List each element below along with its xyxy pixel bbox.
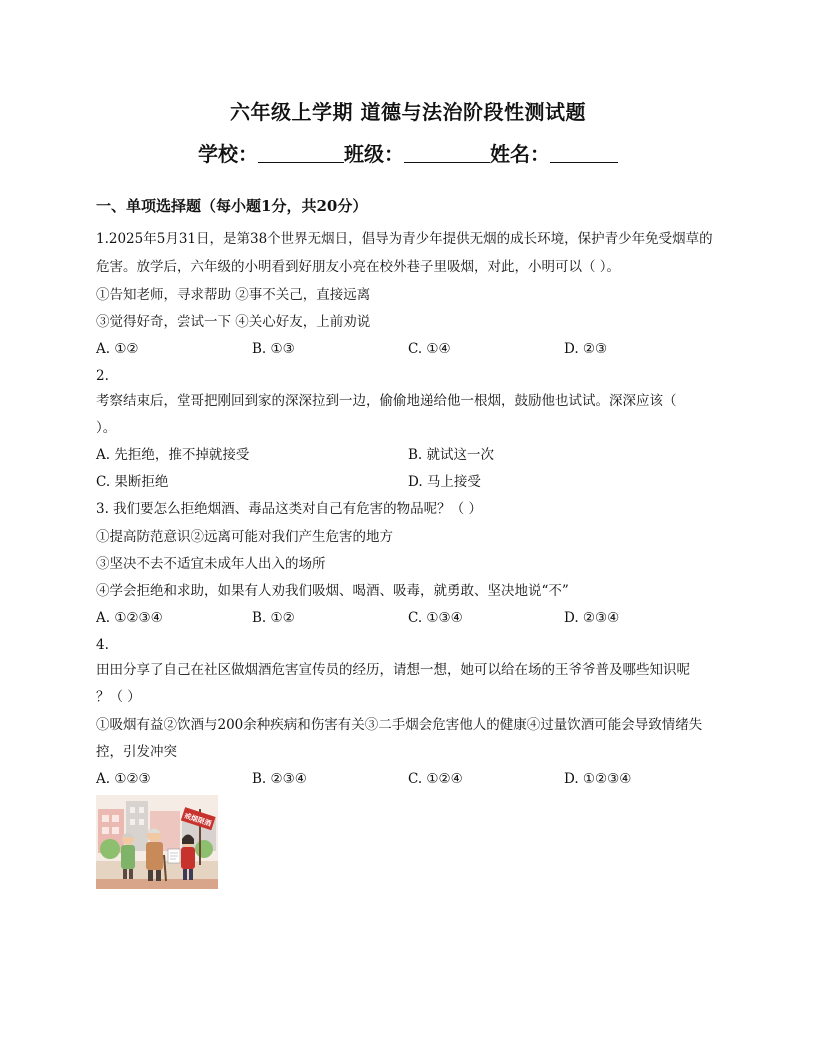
- q4-item-line1: ①吸烟有益②饮酒与200余种疾病和伤害有关③二手烟会危害他人的健康④过量饮酒可能会导致情绪失: [96, 717, 703, 733]
- q4-stem-line2: ？（ ）: [96, 689, 141, 705]
- q1-option-a[interactable]: A. ①②: [96, 341, 139, 357]
- q2-options-row2: [96, 473, 720, 491]
- q4-number: 4.: [96, 637, 109, 653]
- q3-option-d[interactable]: D. ②③④: [564, 610, 620, 626]
- class-blank[interactable]: [404, 144, 490, 163]
- q3-item-line2: ③坚决不去不适宜未成年人出入的场所: [96, 556, 326, 572]
- q2-option-b[interactable]: B. 就试这一次: [408, 447, 495, 463]
- q1-stem-line1: 1.2025年5月31日，是第38个世界无烟日，倡导为青少年提供无烟的成长环境，保护青少年免受烟草的: [96, 231, 713, 247]
- q4-options: [96, 770, 720, 788]
- q1-item-line2: ③觉得好奇，尝试一下 ④关心好友，上前劝说: [96, 314, 371, 330]
- q2-number: 2.: [96, 368, 109, 384]
- q1-option-d[interactable]: D. ②③: [564, 341, 608, 357]
- q1-options: [96, 340, 720, 358]
- q2-option-c[interactable]: C. 果断拒绝: [96, 474, 169, 490]
- q1-option-c[interactable]: C. ①④: [408, 341, 451, 357]
- q3-option-b[interactable]: B. ①②: [252, 610, 295, 626]
- name-blank[interactable]: [550, 144, 618, 163]
- q4-item-line2: 控，引发冲突: [96, 744, 177, 760]
- q1-stem-line2: 危害。放学后，六年级的小明看到好朋友小亮在校外巷子里吸烟，对此，小明可以（ ）。: [96, 259, 621, 275]
- q4-option-c[interactable]: C. ①②④: [408, 771, 463, 787]
- q3-item-line3: ④学会拒绝和求助，如果有人劝我们吸烟、喝酒、吸毒，就勇敢、坚决地说“不”: [96, 583, 569, 599]
- school-blank[interactable]: [258, 144, 344, 163]
- q2-options-row1: [96, 446, 720, 464]
- community-volunteer-illustration: [96, 795, 218, 889]
- q4-option-a[interactable]: A. ①②③: [96, 771, 151, 787]
- q1-item-line1: ①告知老师，寻求帮助 ②事不关己，直接远离: [96, 287, 371, 303]
- sign-text: 戒烟限酒: [183, 811, 213, 829]
- q1-option-b[interactable]: B. ①③: [252, 341, 295, 357]
- q3-option-a[interactable]: A. ①②③④: [96, 610, 163, 626]
- q3-option-c[interactable]: C. ①③④: [408, 610, 463, 626]
- class-label: 班级：: [344, 142, 404, 166]
- q2-option-d[interactable]: D. 马上接受: [408, 474, 481, 490]
- q2-option-a[interactable]: A. 先拒绝，推不掉就接受: [96, 447, 250, 463]
- section-heading: 一、单项选择题（每小题1分，共20分）: [96, 197, 368, 215]
- q3-item-line1: ①提高防范意识②远离可能对我们产生危害的地方: [96, 529, 393, 545]
- q4-option-b[interactable]: B. ②③④: [252, 771, 307, 787]
- page-title: 六年级上学期 道德与法治阶段性测试题: [230, 100, 586, 124]
- q4-option-d[interactable]: D. ①②③④: [564, 771, 632, 787]
- name-label: 姓名：: [490, 142, 550, 166]
- q3-options: [96, 609, 720, 627]
- school-label: 学校：: [198, 142, 258, 166]
- q2-stem-line2: ）。: [96, 420, 117, 436]
- q3-stem: 3. 我们要怎么拒绝烟酒、毒品这类对自己有危害的物品呢？（ ）: [96, 501, 482, 517]
- q4-stem-line1: 田田分享了自己在社区做烟酒危害宣传员的经历，请想一想，她可以给在场的王爷爷普及哪些知识呢: [96, 662, 690, 678]
- student-info-line: [0, 138, 816, 167]
- q2-stem-line1: 考察结束后，堂哥把刚回到家的深深拉到一边，偷偷地递给他一根烟，鼓励他也试试。深深应该（: [96, 393, 677, 409]
